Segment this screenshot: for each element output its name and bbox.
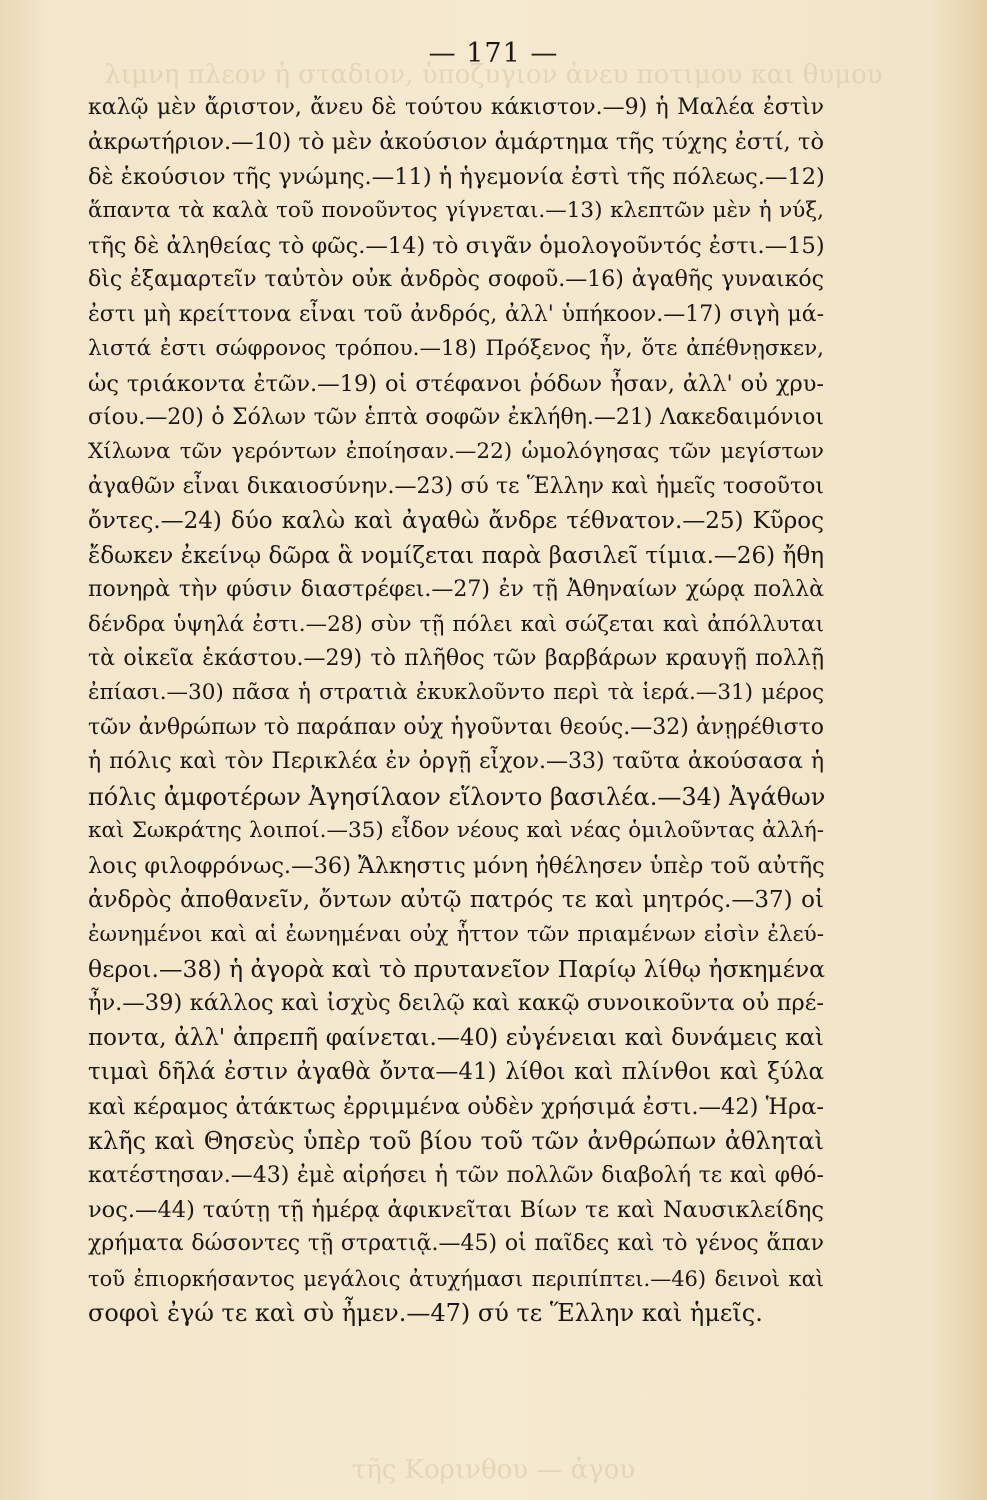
text-line: λιστά ἐστι σώφρονος τρόπου.—18) Πρόξενος ἦν, ὅτε ἀπέθνῃσκεν,: [88, 336, 824, 362]
text-line: ἦν.—39) κάλλος καὶ ἰσχὺς δειλῷ καὶ κακῷ συνοικοῦντα οὐ πρέ-: [88, 990, 824, 1017]
text-line: δένδρα ὑψηλά ἐστι.—28) σὺν τῇ πόλει καὶ σώζεται καὶ ἀπόλλυται: [88, 611, 824, 637]
body-text: [88, 91, 824, 1331]
text-line: πονηρὰ τὴν φύσιν διαστρέφει.—27) ἐν τῇ Ἀθηναίων χώρᾳ πολλὰ: [88, 577, 824, 603]
text-line: δὶς ἐξαμαρτεῖν ταὐτὸν οὐκ ἀνδρὸς σοφοῦ.—16) ἀγαθῆς γυναικός: [88, 267, 824, 293]
text-line: ἐπίασι.—30) πᾶσα ἡ στρατιὰ ἐκυκλοῦντο περὶ τὰ ἱερά.—31) μέρος: [88, 680, 824, 706]
bleed-through-bottom: τῆς Κορινθου — ἀγου: [351, 1455, 636, 1485]
text-line: τὰ οἰκεῖα ἑκάστου.—29) τὸ πλῆθος τῶν βαρβάρων κραυγῇ πολλῇ: [88, 646, 824, 671]
text-line: θεροι.—38) ἡ ἀγορὰ καὶ τὸ πρυτανεῖον Παρίῳ λίθῳ ἠσκημένα: [88, 954, 826, 983]
text-line: τῆς δὲ ἀληθείας τὸ φῶς.—14) τὸ σιγᾶν ὁμολογοῦντός ἐστι.—15): [88, 232, 825, 259]
text-line: ἅπαντα τὰ καλὰ τοῦ πονοῦντος γίγνεται.—13) κλεπτῶν μὲν ἡ νύξ,: [88, 198, 824, 224]
text-line: δὲ ἑκούσιον τῆς γνώμης.—11) ἡ ἡγεμονία ἐστὶ τῆς πόλεως.—12): [88, 163, 825, 190]
text-line: τιμαὶ δῆλά ἐστιν ἀγαθὰ ὄντα—41) λίθοι καὶ πλίνθοι καὶ ξύλα: [88, 1059, 824, 1086]
text-line: καλῷ μὲν ἄριστον, ἄνευ δὲ τούτου κάκιστον.—9) ἡ Μαλέα ἐστὶν: [88, 95, 824, 120]
text-line: καὶ κέραμος ἀτάκτως ἐρριμμένα οὐδὲν χρήσιμά ἐστι.—42) Ἡρα-: [88, 1093, 824, 1120]
text-line: ἔδωκεν ἐκείνῳ δῶρα ἃ νομίζεται παρὰ βασιλεῖ τίμια.—26) ἤθη: [88, 542, 824, 569]
text-line: ἡ πόλις καὶ τὸν Περικλέα ἐν ὀργῇ εἶχον.—33) ταῦτα ἀκούσασα ἡ: [88, 749, 824, 775]
text-line: ἐωνημένοι καὶ αἱ ἐωνημέναι οὐχ ἧττον τῶν πριαμένων εἰσὶν ἐλεύ-: [88, 921, 824, 947]
text-line: πόλις ἀμφοτέρων Ἀγησίλαον εἵλοντο βασιλέα.—34) Ἀγάθων: [88, 782, 826, 811]
text-line: νος.—44) ταύτῃ τῇ ἡμέρᾳ ἀφικνεῖται Βίων τε καὶ Ναυσικλείδης: [88, 1197, 824, 1223]
text-line: λοις φιλοφρόνως.—36) Ἄλκηστις μόνη ἠθέλησεν ὑπὲρ τοῦ αὐτῆς: [88, 852, 825, 879]
text-line: τῶν ἀνθρώπων τὸ παράπαν οὐχ ἡγοῦνται θεούς.—32) ἀνῃρέθιστο: [88, 714, 824, 740]
text-line: ὄντες.—24) δύο καλὼ καὶ ἀγαθὼ ἄνδρε τέθνατον.—25) Κῦρος: [88, 508, 824, 535]
text-line: ἀνδρὸς ἀποθανεῖν, ὄντων αὐτῷ πατρός τε καὶ μητρός.—37) οἱ: [88, 887, 824, 914]
text-line: σίου.—20) ὁ Σόλων τῶν ἑπτὰ σοφῶν ἐκλήθη.—21) Λακεδαιμόνιοι: [88, 404, 824, 430]
text-line: κατέστησαν.—43) ἐμὲ αἱρήσει ἡ τῶν πολλῶν διαβολή τε καὶ φθό-: [88, 1162, 824, 1188]
text-line: τοῦ ἐπιορκήσαντος μεγάλοις ἀτυχήμασι περιπίπτει.—46) δεινοὶ καὶ: [88, 1266, 824, 1291]
bleed-through-top: λιμνη πλεον ἡ σταδιον, ὑποζυγιον ἀνευ ποτιμου και θυμου: [104, 60, 883, 90]
text-line: κλῆς καὶ Θησεὺς ὑπὲρ τοῦ βίου τοῦ τῶν ἀνθρώπων ἀθληταὶ: [88, 1127, 824, 1156]
page-number: — 171 —: [428, 38, 559, 69]
text-line: ἐστι μὴ κρείττονα εἶναι τοῦ ἀνδρός, ἀλλ' ὑπήκοον.—17) σιγὴ μά-: [88, 301, 824, 327]
text-line: χρήματα δώσοντες τῇ στρατιᾷ.—45) οἱ παῖδες καὶ τὸ γένος ἅπαν: [88, 1231, 824, 1257]
text-line: ἀγαθῶν εἶναι δικαιοσύνην.—23) σύ τε Ἕλλην καὶ ἡμεῖς τοσοῦτοι: [88, 473, 824, 499]
text-line: Χίλωνα τῶν γερόντων ἐποίησαν.—22) ὡμολόγησας τῶν μεγίστων: [88, 439, 824, 465]
text-line: ἀκρωτήριον.—10) τὸ μὲν ἀκούσιον ἁμάρτημα τῆς τύχης ἐστί, τὸ: [88, 129, 824, 156]
text-line: καὶ Σωκράτης λοιποί.—35) εἶδον νέους καὶ νέας ὁμιλοῦντας ἀλλή-: [88, 818, 824, 844]
text-line: ποντα, ἀλλ' ἀπρεπῆ φαίνεται.—40) εὐγένειαι καὶ δυνάμεις καὶ: [88, 1024, 824, 1051]
text-line: ὡς τριάκοντα ἐτῶν.—19) οἱ στέφανοι ῥόδων ἦσαν, ἀλλ' οὐ χρυ-: [88, 370, 824, 397]
text-line: σοφοὶ ἐγώ τε καὶ σὺ ἦμεν.—47) σύ τε Ἕλλην καὶ ἡμεῖς.: [88, 1299, 763, 1328]
